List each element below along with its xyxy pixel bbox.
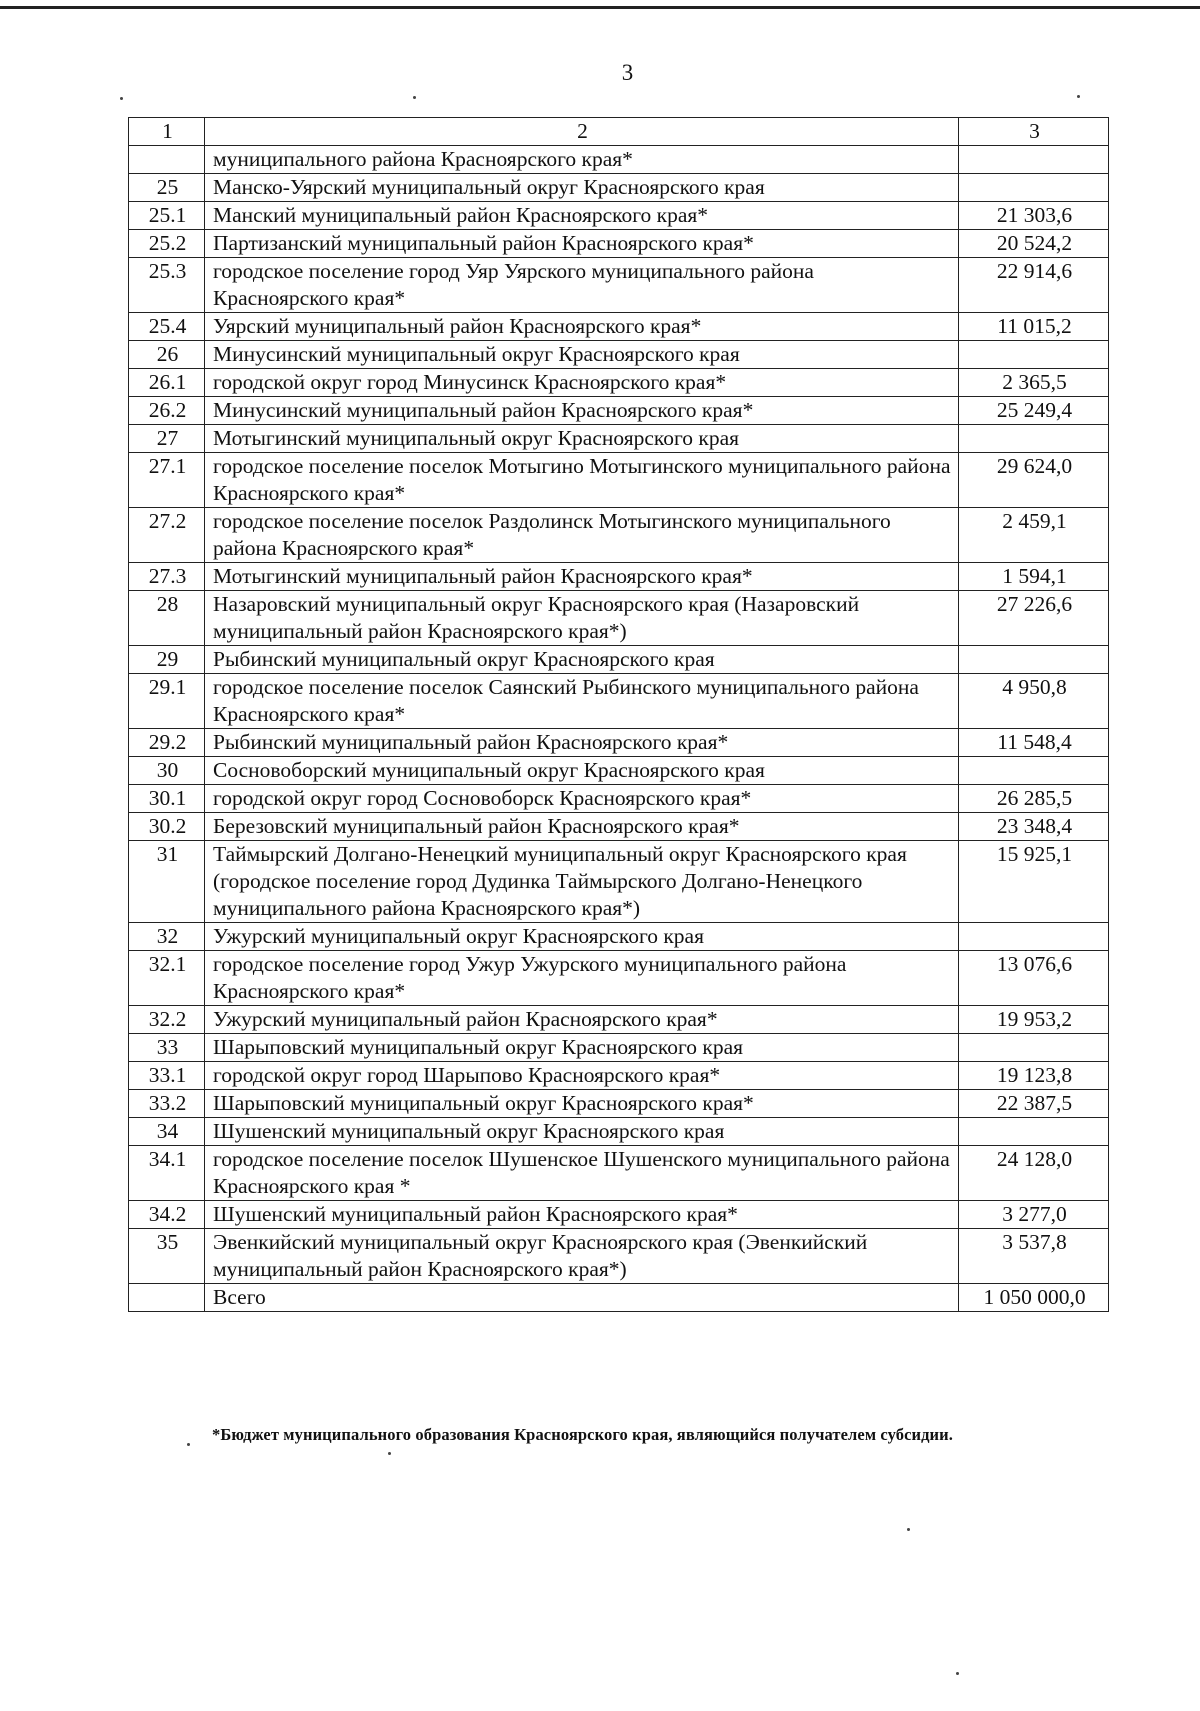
- subsidy-amount-cell: 22 387,5: [959, 1090, 1109, 1118]
- subsidy-amount-cell: [959, 1118, 1109, 1146]
- municipality-name-cell: Шарыповский муниципальный округ Красноярского края*: [205, 1090, 959, 1118]
- subsidy-amount-cell: 3 277,0: [959, 1201, 1109, 1229]
- subsidy-amount-cell: 27 226,6: [959, 591, 1109, 646]
- subsidy-amount-cell: 21 303,6: [959, 202, 1109, 230]
- subsidy-amount-cell: [959, 341, 1109, 369]
- subsidy-amount-cell: 19 953,2: [959, 1006, 1109, 1034]
- subsidy-amount-cell: 2 459,1: [959, 508, 1109, 563]
- subsidy-amount-cell: 11 548,4: [959, 729, 1109, 757]
- row-number-cell: 26.2: [129, 397, 205, 425]
- table-row: [129, 453, 1109, 508]
- scan-speck: [956, 1672, 959, 1675]
- subsidy-amount-cell: 29 624,0: [959, 453, 1109, 508]
- row-number-cell: 32: [129, 923, 205, 951]
- subsidy-amount-cell: [959, 174, 1109, 202]
- table-row: [129, 646, 1109, 674]
- municipality-name-cell: Ужурский муниципальный округ Красноярского края: [205, 923, 959, 951]
- row-number-cell: 25.4: [129, 313, 205, 341]
- scan-speck: [1077, 95, 1080, 98]
- table-row: [129, 1090, 1109, 1118]
- subsidy-amount-cell: 19 123,8: [959, 1062, 1109, 1090]
- municipality-name-cell: Манский муниципальный район Красноярского края*: [205, 202, 959, 230]
- table-row: [129, 1146, 1109, 1201]
- subsidy-amount-cell: 3 537,8: [959, 1229, 1109, 1284]
- municipality-name-cell: муниципального района Красноярского края*: [205, 146, 959, 174]
- municipality-name-cell: Мотыгинский муниципальный округ Красноярского края: [205, 425, 959, 453]
- row-number-cell: 25.3: [129, 258, 205, 313]
- row-number-cell: 29.1: [129, 674, 205, 729]
- table-row: [129, 397, 1109, 425]
- municipality-name-cell: Эвенкийский муниципальный округ Красноярского края (Эвенкийский муниципальный район Красноярского края*): [205, 1229, 959, 1284]
- subsidy-amount-cell: 11 015,2: [959, 313, 1109, 341]
- table-row: [129, 202, 1109, 230]
- row-number-cell: 29.2: [129, 729, 205, 757]
- row-number-cell: 33.2: [129, 1090, 205, 1118]
- table-row: [129, 230, 1109, 258]
- row-number-cell: 27.2: [129, 508, 205, 563]
- subsidy-amount-cell: [959, 646, 1109, 674]
- municipality-name-cell: городское поселение город Уяр Уярского муниципального района Красноярского края*: [205, 258, 959, 313]
- subsidy-amount-cell: [959, 923, 1109, 951]
- subsidy-table: [128, 117, 1109, 1312]
- row-number-cell: 34.1: [129, 1146, 205, 1201]
- municipality-name-cell: Шарыповский муниципальный округ Красноярского края: [205, 1034, 959, 1062]
- table-row: [129, 1284, 1109, 1312]
- municipality-name-cell: городской округ город Минусинск Красноярского края*: [205, 369, 959, 397]
- table-row: [129, 341, 1109, 369]
- table-row: [129, 1006, 1109, 1034]
- table-row: [129, 841, 1109, 923]
- municipality-name-cell: городское поселение поселок Мотыгино Мотыгинского муниципального района Красноярского края*: [205, 453, 959, 508]
- scan-speck: [388, 1452, 391, 1455]
- table-row: [129, 923, 1109, 951]
- column-header-number: 1: [129, 118, 205, 146]
- row-number-cell: 28: [129, 591, 205, 646]
- subsidy-amount-cell: 1 594,1: [959, 563, 1109, 591]
- municipality-name-cell: Партизанский муниципальный район Красноярского края*: [205, 230, 959, 258]
- row-number-cell: 30.2: [129, 813, 205, 841]
- municipality-name-cell: Назаровский муниципальный округ Красноярского края (Назаровский муниципальный район Красноярского края*): [205, 591, 959, 646]
- subsidy-amount-cell: 24 128,0: [959, 1146, 1109, 1201]
- municipality-name-cell: городское поселение поселок Раздолинск Мотыгинского муниципального района Красноярского края*: [205, 508, 959, 563]
- row-number-cell: 30.1: [129, 785, 205, 813]
- table-row: [129, 146, 1109, 174]
- municipality-name-cell: Шушенский муниципальный район Красноярского края*: [205, 1201, 959, 1229]
- subsidy-amount-cell: 25 249,4: [959, 397, 1109, 425]
- row-number-cell: 34.2: [129, 1201, 205, 1229]
- row-number-cell: 27.1: [129, 453, 205, 508]
- row-number-cell: [129, 1284, 205, 1312]
- table-row: [129, 729, 1109, 757]
- municipality-name-cell: Рыбинский муниципальный район Красноярского края*: [205, 729, 959, 757]
- municipality-name-cell: Шушенский муниципальный округ Красноярского края: [205, 1118, 959, 1146]
- row-number-cell: 29: [129, 646, 205, 674]
- row-number-cell: 27.3: [129, 563, 205, 591]
- table-row: [129, 1118, 1109, 1146]
- subsidy-amount-cell: 20 524,2: [959, 230, 1109, 258]
- scan-speck: [187, 1443, 190, 1446]
- table-row: [129, 674, 1109, 729]
- subsidy-amount-cell: 4 950,8: [959, 674, 1109, 729]
- table-header-row: [129, 118, 1109, 146]
- row-number-cell: 35: [129, 1229, 205, 1284]
- table-row: [129, 1062, 1109, 1090]
- table-row: [129, 369, 1109, 397]
- subsidy-amount-cell: 26 285,5: [959, 785, 1109, 813]
- scan-speck: [907, 1528, 910, 1531]
- table-body: [129, 146, 1109, 1312]
- municipality-name-cell: Манско-Уярский муниципальный округ Красноярского края: [205, 174, 959, 202]
- table-row: [129, 1034, 1109, 1062]
- scan-speck: [120, 97, 123, 100]
- row-number-cell: 32.1: [129, 951, 205, 1006]
- row-number-cell: 25.2: [129, 230, 205, 258]
- table-row: [129, 508, 1109, 563]
- subsidy-amount-cell: 22 914,6: [959, 258, 1109, 313]
- municipality-name-cell: Березовский муниципальный район Красноярского края*: [205, 813, 959, 841]
- row-number-cell: 31: [129, 841, 205, 923]
- table-row: [129, 313, 1109, 341]
- table-row: [129, 174, 1109, 202]
- row-number-cell: 30: [129, 757, 205, 785]
- municipality-name-cell: Всего: [205, 1284, 959, 1312]
- row-number-cell: 33: [129, 1034, 205, 1062]
- table-row: [129, 591, 1109, 646]
- row-number-cell: 26: [129, 341, 205, 369]
- table-row: [129, 813, 1109, 841]
- municipality-name-cell: городское поселение поселок Саянский Рыбинского муниципального района Красноярского края*: [205, 674, 959, 729]
- municipality-name-cell: Уярский муниципальный район Красноярского края*: [205, 313, 959, 341]
- subsidy-amount-cell: 23 348,4: [959, 813, 1109, 841]
- row-number-cell: 26.1: [129, 369, 205, 397]
- table-row: [129, 1201, 1109, 1229]
- municipality-name-cell: городское поселение поселок Шушенское Шушенского муниципального района Красноярского края *: [205, 1146, 959, 1201]
- page-number: 3: [621, 60, 634, 85]
- row-number-cell: 25.1: [129, 202, 205, 230]
- table-row: [129, 951, 1109, 1006]
- municipality-name-cell: городское поселение город Ужур Ужурского муниципального района Красноярского края*: [205, 951, 959, 1006]
- municipality-name-cell: Таймырский Долгано-Ненецкий муниципальный округ Красноярского края (городское поселение город Дудинка Таймырского Долгано-Ненецкого муниципального района Красноярского края*): [205, 841, 959, 923]
- subsidy-amount-cell: 13 076,6: [959, 951, 1109, 1006]
- municipality-name-cell: Минусинский муниципальный округ Красноярского края: [205, 341, 959, 369]
- subsidy-amount-cell: 15 925,1: [959, 841, 1109, 923]
- subsidy-amount-cell: [959, 1034, 1109, 1062]
- table-row: [129, 1229, 1109, 1284]
- subsidy-amount-cell: [959, 757, 1109, 785]
- row-number-cell: 32.2: [129, 1006, 205, 1034]
- municipality-name-cell: Рыбинский муниципальный округ Красноярского края: [205, 646, 959, 674]
- municipality-name-cell: городской округ город Сосновоборск Красноярского края*: [205, 785, 959, 813]
- column-header-amount: 3: [959, 118, 1109, 146]
- municipality-name-cell: городской округ город Шарыпово Красноярского края*: [205, 1062, 959, 1090]
- column-header-name: 2: [205, 118, 959, 146]
- table-row: [129, 258, 1109, 313]
- subsidy-amount-cell: 2 365,5: [959, 369, 1109, 397]
- municipality-name-cell: Сосновоборский муниципальный округ Красноярского края: [205, 757, 959, 785]
- table-row: [129, 425, 1109, 453]
- municipality-name-cell: Мотыгинский муниципальный район Красноярского края*: [205, 563, 959, 591]
- row-number-cell: 27: [129, 425, 205, 453]
- top-border-line: [0, 0, 1200, 9]
- municipality-name-cell: Ужурский муниципальный район Красноярского края*: [205, 1006, 959, 1034]
- scan-speck: [413, 96, 416, 99]
- table-row: [129, 785, 1109, 813]
- row-number-cell: 34: [129, 1118, 205, 1146]
- subsidy-amount-cell: [959, 146, 1109, 174]
- footnote: *Бюджет муниципального образования Красноярского края, являющийся получателем субсидии.: [212, 1425, 953, 1444]
- row-number-cell: 25: [129, 174, 205, 202]
- municipality-name-cell: Минусинский муниципальный район Красноярского края*: [205, 397, 959, 425]
- subsidy-amount-cell: [959, 425, 1109, 453]
- subsidy-amount-cell: 1 050 000,0: [959, 1284, 1109, 1312]
- table-row: [129, 757, 1109, 785]
- row-number-cell: [129, 146, 205, 174]
- table-row: [129, 563, 1109, 591]
- row-number-cell: 33.1: [129, 1062, 205, 1090]
